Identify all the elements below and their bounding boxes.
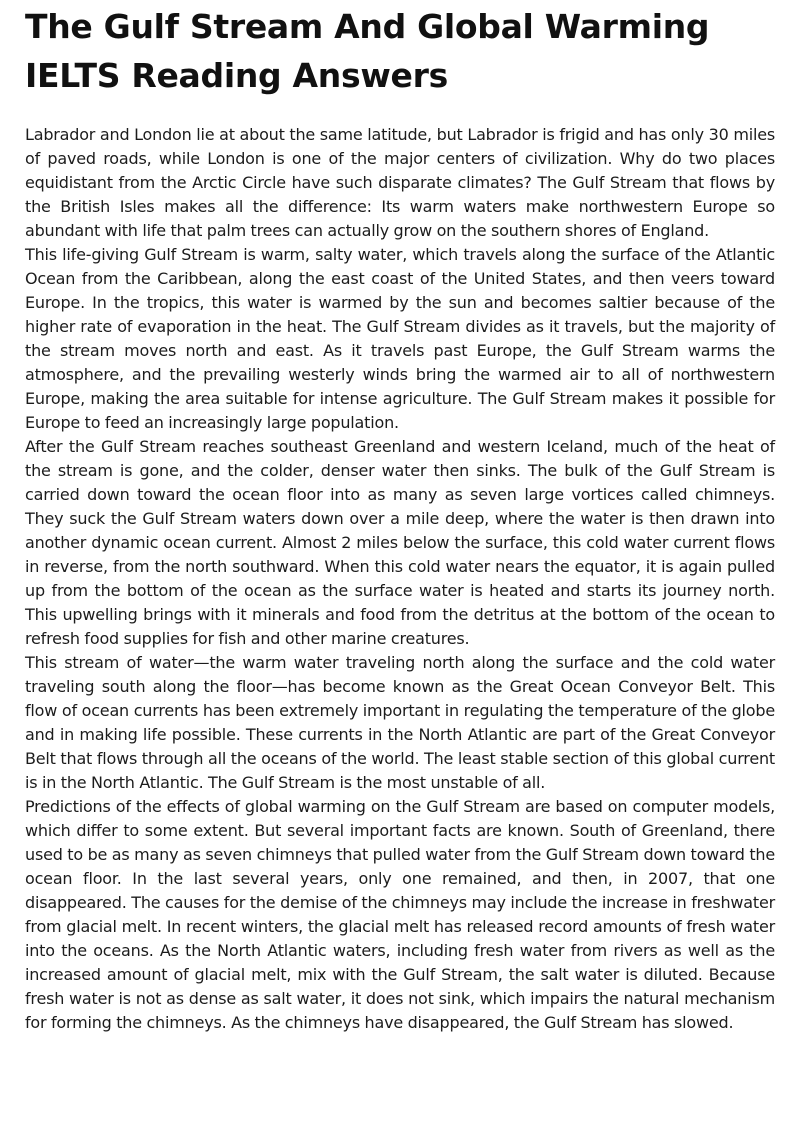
paragraph-2: This life-giving Gulf Stream is warm, salty water, which travels along the surface of the Atlantic Ocean from the Caribbean, along the east coast of the United States, and then veers toward Europe. In the tropics, this water is warmed by the sun and becomes saltier because of the higher rate of evaporation in the heat. The Gulf Stream divides as it travels, but the majority of the stream moves north and east. As it travels past Europe, the Gulf Stream warms the atmosphere, and the prevailing westerly winds bring the warmed air to all of northwestern Europe, making the area suitable for intense agriculture. The Gulf Stream makes it possible for Europe to feed an increasingly large population.	[25, 245, 775, 432]
paragraph-5: Predictions of the effects of global warming on the Gulf Stream are based on computer models, which differ to some extent. But several important facts are known. South of Greenland, there used to be as many as seven chimneys that pulled water from the Gulf Stream down toward the ocean floor. In the last several years, only one remained, and then, in 2007, that one disappeared. The causes for the demise of the chimneys may include the increase in freshwater from glacial melt. In recent winters, the glacial melt has released record amounts of fresh water into the oceans. As the North Atlantic waters, including fresh water from rivers as well as the increased amount of glacial melt, mix with the Gulf Stream, the salt water is diluted. Because fresh water is not as dense as salt water, it does not sink, which impairs the natural mechanism for forming the chimneys. As the chimneys have disappeared, the Gulf Stream has slowed.	[25, 797, 775, 1032]
paragraph-3: After the Gulf Stream reaches southeast Greenland and western Iceland, much of the heat of the stream is gone, and the colder, denser water then sinks. The bulk of the Gulf Stream is carried down toward the ocean floor into as many as seven large vortices called chimneys. They suck the Gulf Stream waters down over a mile deep, where the water is then drawn into another dynamic ocean current. Almost 2 miles below the surface, this cold water current flows in reverse, from the north southward. When this cold water nears the equator, it is again pulled up from the bottom of the ocean as the surface water is heated and starts its journey north. This upwelling brings with it minerals and food from the detritus at the bottom of the ocean to refresh food supplies for fish and other marine creatures.	[25, 437, 775, 648]
paragraph-1: Labrador and London lie at about the same latitude, but Labrador is frigid and has only 30 miles of paved roads, while London is one of the major centers of civilization. Why do two places equidistant from the Arctic Circle have such disparate climates? The Gulf Stream that flows by the British Isles makes all the difference: Its warm waters make northwestern Europe so abundant with life that palm trees can actually grow on the southern shores of England.	[25, 125, 775, 240]
paragraph-4: This stream of water—the warm water traveling north along the surface and the cold water traveling south along the floor—has become known as the Great Ocean Conveyor Belt. This flow of ocean currents has been extremely important in regulating the temperature of the globe and in making life possible. These currents in the North Atlantic are part of the Great Conveyor Belt that flows through all the oceans of the world. The least stable section of this global current is in the North Atlantic. The Gulf Stream is the most unstable of all.	[25, 653, 775, 792]
document-page	[25, 0, 775, 1035]
article-body	[25, 123, 775, 1035]
page-title	[25, 0, 775, 100]
title-line-1: The Gulf Stream And Global Warming	[25, 7, 710, 46]
title-line-2: IELTS Reading Answers	[25, 56, 448, 95]
